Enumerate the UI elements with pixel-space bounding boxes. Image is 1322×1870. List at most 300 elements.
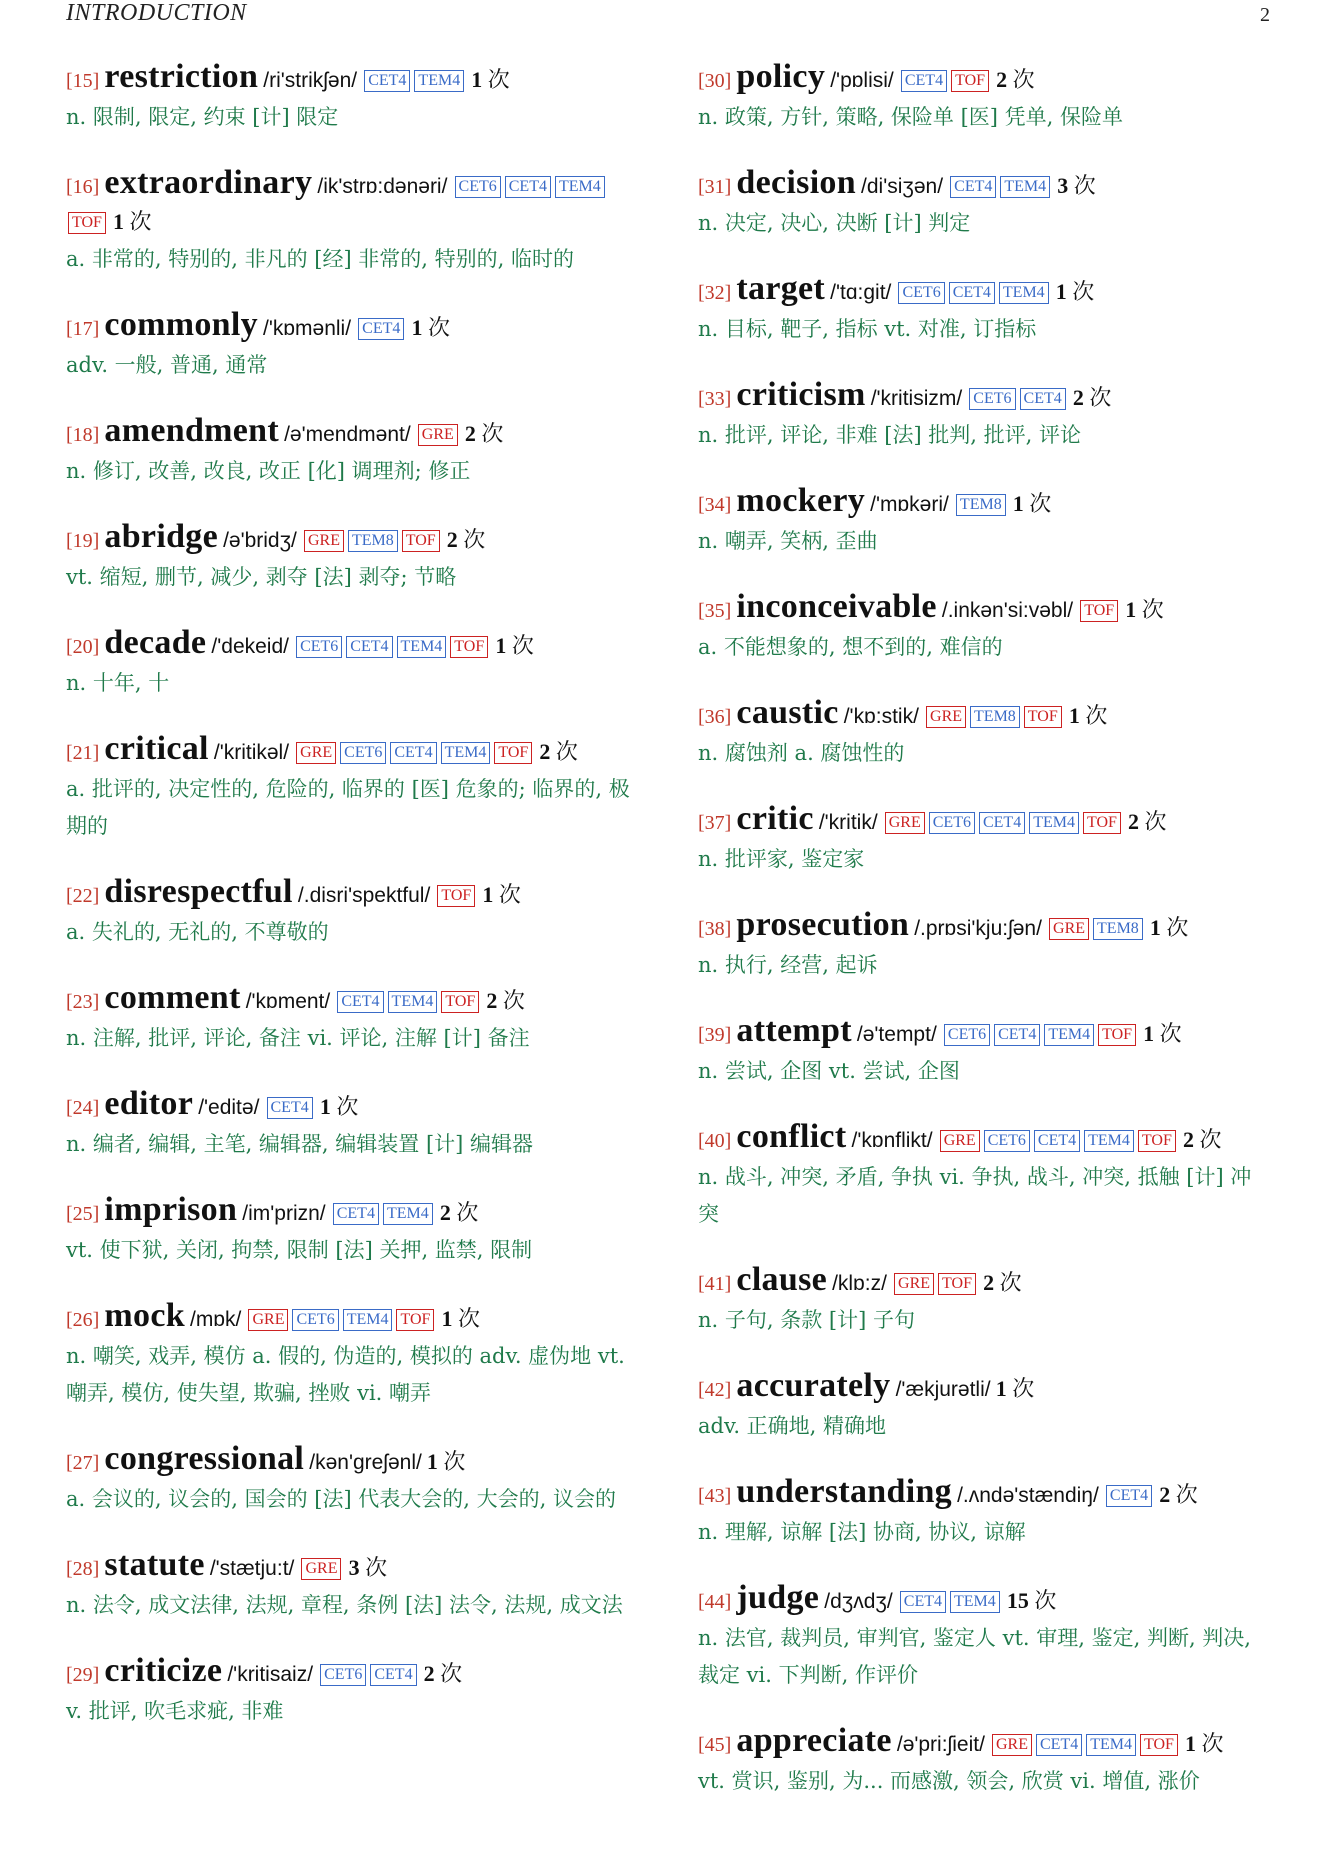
phonetic: /di'siʒən/ <box>861 175 944 198</box>
entry-headline <box>66 166 642 241</box>
exam-tag: TEM4 <box>555 176 605 198</box>
exam-tag: CET4 <box>1020 388 1066 410</box>
count-unit: 次 <box>365 1555 388 1580</box>
headword: amendment <box>104 412 279 449</box>
exam-tag: TOF <box>1098 1024 1136 1046</box>
phonetic: /.ʌndə'stændiŋ/ <box>957 1484 1099 1507</box>
headword: policy <box>736 58 826 95</box>
entry-headline <box>698 1724 1270 1763</box>
right-column <box>698 60 1270 1830</box>
phonetic: /'kɒmənli/ <box>263 317 352 340</box>
exam-tag: CET4 <box>364 70 410 92</box>
phonetic: /'kritik/ <box>818 811 878 834</box>
phonetic: /'kɒment/ <box>245 990 331 1013</box>
exam-tag: TOF <box>1140 1734 1178 1756</box>
entry-headline <box>66 1548 642 1587</box>
exam-tag: GRE <box>926 706 966 728</box>
count-unit: 次 <box>336 1094 359 1119</box>
entry-headline <box>698 378 1270 417</box>
exam-tag: CET4 <box>358 318 404 340</box>
count-value: 2 <box>1159 1482 1171 1507</box>
exam-tag: GRE <box>304 530 344 552</box>
phonetic: /kən'greʃənl/ <box>309 1451 422 1474</box>
count-unit: 次 <box>1201 1731 1224 1756</box>
count-unit: 次 <box>1159 1021 1182 1046</box>
count-unit: 次 <box>1072 279 1095 304</box>
definition: a. 不能想象的, 想不到的, 难信的 <box>698 635 1003 659</box>
entry-number: [19] <box>66 530 100 552</box>
count-unit: 次 <box>487 67 510 92</box>
frequency-count <box>1128 809 1167 834</box>
frequency-count <box>471 67 510 92</box>
vocab-entry <box>698 802 1270 878</box>
headword: inconceivable <box>736 588 937 625</box>
entry-number: [25] <box>66 1203 100 1225</box>
vocab-entry <box>66 1654 642 1730</box>
count-value: 2 <box>439 1200 451 1225</box>
definition: n. 批评, 评论, 非难 [法] 批判, 批评, 评论 <box>698 423 1082 447</box>
entry-headline <box>66 1193 642 1232</box>
entry-headline <box>66 1087 642 1126</box>
headword: congressional <box>104 1440 305 1477</box>
exam-tag: TOF <box>441 991 479 1013</box>
count-value: 15 <box>1006 1588 1029 1613</box>
exam-tag: TOF <box>1024 706 1062 728</box>
exam-tag: TOF <box>1080 600 1118 622</box>
count-unit: 次 <box>555 739 578 764</box>
phonetic: /'kritisaiz/ <box>227 1663 314 1686</box>
definition: adv. 正确地, 精确地 <box>698 1414 887 1438</box>
count-unit: 次 <box>1029 491 1052 516</box>
definition: n. 理解, 谅解 [法] 协商, 协议, 谅解 <box>698 1520 1026 1544</box>
frequency-count <box>539 739 578 764</box>
exam-tag: CET4 <box>994 1024 1040 1046</box>
definition: n. 腐蚀剂 a. 腐蚀性的 <box>698 741 905 765</box>
count-value: 1 <box>1012 491 1024 516</box>
definition: a. 批评的, 决定性的, 危险的, 临界的 [医] 危象的; 临界的, 极期的 <box>66 777 630 838</box>
exam-tag: CET4 <box>333 1203 379 1225</box>
count-value: 1 <box>1068 703 1080 728</box>
frequency-count <box>465 421 504 446</box>
entry-number: [24] <box>66 1097 100 1119</box>
entry-headline <box>698 908 1270 947</box>
entry-number: [31] <box>698 176 732 198</box>
entry-number: [30] <box>698 70 732 92</box>
exam-tag: TOF <box>402 530 440 552</box>
entry-headline <box>698 696 1270 735</box>
phonetic: /'pɒlisi/ <box>830 69 894 92</box>
count-unit: 次 <box>463 527 486 552</box>
definition: n. 执行, 经营, 起诉 <box>698 953 878 977</box>
headword: attempt <box>736 1012 852 1049</box>
definition: v. 批评, 吹毛求疵, 非难 <box>66 1699 284 1723</box>
vocab-entry <box>698 908 1270 984</box>
vocab-entry <box>66 414 642 490</box>
count-value: 1 <box>411 315 423 340</box>
count-value: 2 <box>996 67 1008 92</box>
phonetic: /ri'strikʃən/ <box>263 69 358 92</box>
definition: n. 政策, 方针, 策略, 保险单 [医] 凭单, 保险单 <box>698 105 1124 129</box>
definition: adv. 一般, 普通, 通常 <box>66 353 268 377</box>
exam-tag: TEM4 <box>397 636 447 658</box>
entry-headline <box>698 1581 1270 1620</box>
frequency-count <box>440 1200 479 1225</box>
count-value: 1 <box>1185 1731 1197 1756</box>
headword: decision <box>736 164 856 201</box>
entry-headline <box>698 484 1270 523</box>
headword: accurately <box>736 1367 891 1404</box>
vocab-entry <box>66 1299 642 1412</box>
vocab-entry <box>66 1442 642 1518</box>
phonetic: /'editə/ <box>198 1096 260 1119</box>
exam-tag: TEM4 <box>388 991 438 1013</box>
definition: n. 修订, 改善, 改良, 改正 [化] 调理剂; 修正 <box>66 459 471 483</box>
entry-headline <box>698 1120 1270 1159</box>
vocab-entry <box>66 1193 642 1269</box>
definition: n. 尝试, 企图 vt. 尝试, 企图 <box>698 1059 960 1083</box>
definition: n. 法令, 成文法律, 法规, 章程, 条例 [法] 法令, 法规, 成文法 <box>66 1593 623 1617</box>
phonetic: /'kritikəl/ <box>213 741 290 764</box>
exam-tag: CET4 <box>267 1097 313 1119</box>
entry-headline <box>698 1369 1270 1408</box>
phonetic: /ə'mendmənt/ <box>284 423 411 446</box>
left-column <box>66 60 642 1760</box>
entry-number: [22] <box>66 885 100 907</box>
headword: disrespectful <box>104 873 293 910</box>
page-number: 2 <box>1260 4 1270 26</box>
exam-tag: CET4 <box>1106 1485 1152 1507</box>
headword: judge <box>736 1579 820 1616</box>
count-value: 1 <box>113 209 125 234</box>
exam-tag: TOF <box>951 70 989 92</box>
count-value: 1 <box>995 1376 1007 1401</box>
exam-tag: CET4 <box>346 636 392 658</box>
phonetic: /mɒk/ <box>190 1308 242 1331</box>
headword: critic <box>736 800 814 837</box>
frequency-count <box>495 633 534 658</box>
vocab-entry <box>66 732 642 845</box>
count-unit: 次 <box>456 1200 479 1225</box>
headword: conflict <box>736 1118 847 1155</box>
phonetic: /'dekeid/ <box>211 635 289 658</box>
frequency-count <box>424 1661 463 1686</box>
exam-tag: GRE <box>418 424 458 446</box>
vocab-entry <box>66 60 642 136</box>
headword: commonly <box>104 306 258 343</box>
entry-headline <box>66 875 642 914</box>
entry-number: [20] <box>66 636 100 658</box>
frequency-count <box>1073 385 1112 410</box>
vocab-entry <box>698 1263 1270 1339</box>
frequency-count <box>427 1449 466 1474</box>
exam-tag: CET4 <box>949 282 995 304</box>
vocab-entry <box>66 981 642 1057</box>
count-unit: 次 <box>427 315 450 340</box>
count-unit: 次 <box>1073 173 1096 198</box>
vocab-entry <box>698 1724 1270 1800</box>
frequency-count <box>1057 173 1096 198</box>
count-unit: 次 <box>1199 1127 1222 1152</box>
phonetic: /ə'pri:ʃieit/ <box>896 1733 985 1756</box>
count-unit: 次 <box>1085 703 1108 728</box>
count-unit: 次 <box>511 633 534 658</box>
vocab-entry <box>66 1548 642 1624</box>
page-header <box>66 0 1270 28</box>
frequency-count <box>482 882 521 907</box>
entry-headline <box>66 1442 642 1481</box>
definition: n. 目标, 靶子, 指标 vt. 对准, 订指标 <box>698 317 1037 341</box>
definition: n. 嘲笑, 戏弄, 模仿 a. 假的, 伪造的, 模拟的 adv. 虚伪地 vt. 嘲弄, 模仿, 使失望, 欺骗, 挫败 vi. 嘲弄 <box>66 1344 625 1405</box>
count-unit: 次 <box>999 1270 1022 1295</box>
phonetic: /'kɒ:stik/ <box>843 705 919 728</box>
frequency-count <box>983 1270 1022 1295</box>
count-value: 1 <box>426 1449 438 1474</box>
count-unit: 次 <box>443 1449 466 1474</box>
vocab-entry <box>698 696 1270 772</box>
phonetic: /.prɒsi'kju:ʃən/ <box>914 917 1042 940</box>
entry-headline <box>66 1299 642 1338</box>
exam-tag: TOF <box>1083 812 1121 834</box>
count-value: 3 <box>1057 173 1069 198</box>
exam-tag: TEM8 <box>348 530 398 552</box>
entry-number: [33] <box>698 388 732 410</box>
frequency-count <box>447 527 486 552</box>
phonetic: /'stætju:t/ <box>209 1557 295 1580</box>
entry-headline <box>66 732 642 771</box>
definition: n. 战斗, 冲突, 矛盾, 争执 vi. 争执, 战斗, 冲突, 抵触 [计] 冲突 <box>698 1165 1252 1226</box>
count-value: 1 <box>471 67 483 92</box>
phonetic: /klɒ:z/ <box>832 1272 887 1295</box>
phonetic: /ik'strɒ:dənəri/ <box>317 175 448 198</box>
entry-number: [28] <box>66 1558 100 1580</box>
count-unit: 次 <box>1166 915 1189 940</box>
exam-tag: CET6 <box>340 742 386 764</box>
headword: imprison <box>104 1191 238 1228</box>
entry-number: [32] <box>698 282 732 304</box>
exam-tag: CET6 <box>292 1309 338 1331</box>
exam-tag: TEM8 <box>1093 918 1143 940</box>
exam-tag: TEM4 <box>1000 176 1050 198</box>
exam-tag: TEM4 <box>1086 1734 1136 1756</box>
entry-headline <box>698 60 1270 99</box>
entry-number: [27] <box>66 1452 100 1474</box>
vocab-entry <box>698 1475 1270 1551</box>
definition: a. 会议的, 议会的, 国会的 [法] 代表大会的, 大会的, 议会的 <box>66 1487 617 1511</box>
entry-number: [34] <box>698 494 732 516</box>
vocab-entry <box>698 1581 1270 1694</box>
count-value: 2 <box>423 1661 435 1686</box>
count-unit: 次 <box>129 209 152 234</box>
headword: restriction <box>104 58 259 95</box>
vocab-entry <box>66 166 642 278</box>
entry-number: [16] <box>66 176 100 198</box>
count-value: 1 <box>441 1306 453 1331</box>
definition: n. 限制, 限定, 约束 [计] 限定 <box>66 105 339 129</box>
count-unit: 次 <box>458 1306 481 1331</box>
exam-tag: CET4 <box>370 1664 416 1686</box>
entry-headline <box>66 626 642 665</box>
entry-number: [43] <box>698 1485 732 1507</box>
vocab-entry <box>66 875 642 951</box>
entry-number: [42] <box>698 1379 732 1401</box>
entry-number: [23] <box>66 991 100 1013</box>
entry-number: [35] <box>698 600 732 622</box>
definition: n. 十年, 十 <box>66 671 170 695</box>
definition: a. 失礼的, 无礼的, 不尊敬的 <box>66 920 329 944</box>
exam-tag: CET4 <box>979 812 1025 834</box>
count-value: 2 <box>1072 385 1084 410</box>
exam-tag: TEM4 <box>414 70 464 92</box>
count-unit: 次 <box>1089 385 1112 410</box>
definition: n. 批评家, 鉴定家 <box>698 847 865 871</box>
headword: statute <box>104 1546 205 1583</box>
phonetic: /'kɒnflikt/ <box>851 1129 933 1152</box>
count-value: 2 <box>1128 809 1139 834</box>
entry-headline <box>66 414 642 453</box>
phonetic: /dʒʌdʒ/ <box>824 1590 893 1613</box>
exam-tag: TOF <box>494 742 532 764</box>
exam-tag: CET6 <box>898 282 944 304</box>
entry-headline <box>66 60 642 99</box>
exam-tag: CET6 <box>969 388 1015 410</box>
exam-tag: CET4 <box>901 70 947 92</box>
exam-tag: TOF <box>450 636 488 658</box>
entry-headline <box>698 1263 1270 1302</box>
entry-headline <box>66 520 642 559</box>
entry-number: [39] <box>698 1024 732 1046</box>
exam-tag: CET4 <box>337 991 383 1013</box>
exam-tag: GRE <box>1049 918 1089 940</box>
headword: understanding <box>736 1473 952 1510</box>
entry-number: [44] <box>698 1591 732 1613</box>
phonetic: /'ækjurətli/ <box>895 1378 991 1401</box>
entry-number: [17] <box>66 318 100 340</box>
frequency-count <box>1125 597 1164 622</box>
entry-number: [45] <box>698 1734 732 1756</box>
phonetic: /ə'bridʒ/ <box>223 529 297 552</box>
count-value: 1 <box>1055 279 1067 304</box>
exam-tag: CET6 <box>984 1130 1030 1152</box>
entry-number: [36] <box>698 706 732 728</box>
headword: mockery <box>736 482 866 519</box>
entry-headline <box>698 166 1270 205</box>
entry-number: [38] <box>698 918 732 940</box>
phonetic: /.disri'spektful/ <box>297 884 431 907</box>
count-unit: 次 <box>1175 1482 1198 1507</box>
headword: appreciate <box>736 1722 892 1759</box>
exam-tag: TEM4 <box>343 1309 393 1331</box>
count-value: 2 <box>1182 1127 1194 1152</box>
exam-tag: GRE <box>940 1130 980 1152</box>
vocab-entry <box>66 308 642 384</box>
entry-headline <box>698 272 1270 311</box>
entry-headline <box>698 1014 1270 1053</box>
vocab-entry <box>698 166 1270 242</box>
exam-tag: TEM4 <box>950 1591 1000 1613</box>
count-value: 1 <box>482 882 494 907</box>
entry-number: [37] <box>698 812 732 834</box>
count-value: 1 <box>319 1094 331 1119</box>
phonetic: /'kritisizm/ <box>870 387 963 410</box>
frequency-count <box>411 315 450 340</box>
definition: vt. 缩短, 删节, 减少, 剥夺 [法] 剥夺; 节略 <box>66 565 457 589</box>
count-value: 2 <box>486 988 498 1013</box>
phonetic: /.inkən'si:vəbl/ <box>941 599 1074 622</box>
entry-headline <box>66 308 642 347</box>
frequency-count <box>1007 1588 1057 1613</box>
headword: prosecution <box>736 906 910 943</box>
exam-tag: CET4 <box>900 1591 946 1613</box>
entry-number: [40] <box>698 1130 732 1152</box>
definition: n. 法官, 裁判员, 审判官, 鉴定人 vt. 审理, 鉴定, 判断, 判决, 裁定 vi. 下判断, 作评价 <box>698 1626 1251 1687</box>
count-value: 2 <box>983 1270 995 1295</box>
headword: editor <box>104 1085 194 1122</box>
frequency-count <box>320 1094 359 1119</box>
count-unit: 次 <box>1141 597 1164 622</box>
frequency-count <box>1069 703 1108 728</box>
phonetic: /ə'tempt/ <box>856 1023 937 1046</box>
headword: extraordinary <box>104 164 313 201</box>
definition: a. 非常的, 特别的, 非凡的 [经] 非常的, 特别的, 临时的 <box>66 247 575 271</box>
count-value: 3 <box>348 1555 360 1580</box>
entry-number: [15] <box>66 70 100 92</box>
exam-tag: CET6 <box>455 176 501 198</box>
exam-tag: TOF <box>1138 1130 1176 1152</box>
headword: criticism <box>736 376 866 413</box>
headword: criticize <box>104 1652 223 1689</box>
vocab-entry <box>698 1014 1270 1090</box>
frequency-count <box>996 67 1035 92</box>
exam-tag: TEM4 <box>999 282 1049 304</box>
entry-headline <box>698 1475 1270 1514</box>
count-value: 2 <box>446 527 458 552</box>
vocab-entry <box>698 272 1270 348</box>
definition: vt. 赏识, 鉴别, 为... 而感激, 领会, 欣赏 vi. 增值, 涨价 <box>698 1769 1200 1793</box>
entry-headline <box>66 1654 642 1693</box>
exam-tag: TEM4 <box>383 1203 433 1225</box>
vocab-entry <box>698 378 1270 454</box>
frequency-count <box>486 988 525 1013</box>
definition: n. 子句, 条款 [计] 子句 <box>698 1308 915 1332</box>
definition: n. 注解, 批评, 评论, 备注 vi. 评论, 注解 [计] 备注 <box>66 1026 530 1050</box>
entry-number: [18] <box>66 424 100 446</box>
frequency-count <box>1185 1731 1224 1756</box>
exam-tag: CET4 <box>950 176 996 198</box>
exam-tag: GRE <box>885 812 925 834</box>
entry-headline <box>698 590 1270 629</box>
exam-tag: GRE <box>248 1309 288 1331</box>
vocab-entry <box>66 520 642 596</box>
exam-tag: GRE <box>894 1273 934 1295</box>
entry-headline <box>698 802 1270 841</box>
exam-tag: TEM4 <box>1029 812 1079 834</box>
definition: n. 编者, 编辑, 主笔, 编辑器, 编辑装置 [计] 编辑器 <box>66 1132 534 1156</box>
headword: comment <box>104 979 241 1016</box>
count-value: 1 <box>495 633 507 658</box>
definition: vt. 使下狱, 关闭, 拘禁, 限制 [法] 关押, 监禁, 限制 <box>66 1238 533 1262</box>
entry-number: [41] <box>698 1273 732 1295</box>
frequency-count <box>1143 1021 1182 1046</box>
exam-tag: TEM8 <box>956 494 1006 516</box>
exam-tag: TOF <box>437 885 475 907</box>
exam-tag: GRE <box>296 742 336 764</box>
vocab-entry <box>698 60 1270 136</box>
frequency-count <box>442 1306 481 1331</box>
count-unit: 次 <box>1012 67 1035 92</box>
exam-tag: GRE <box>301 1558 341 1580</box>
entry-number: [21] <box>66 742 100 764</box>
count-unit: 次 <box>498 882 521 907</box>
